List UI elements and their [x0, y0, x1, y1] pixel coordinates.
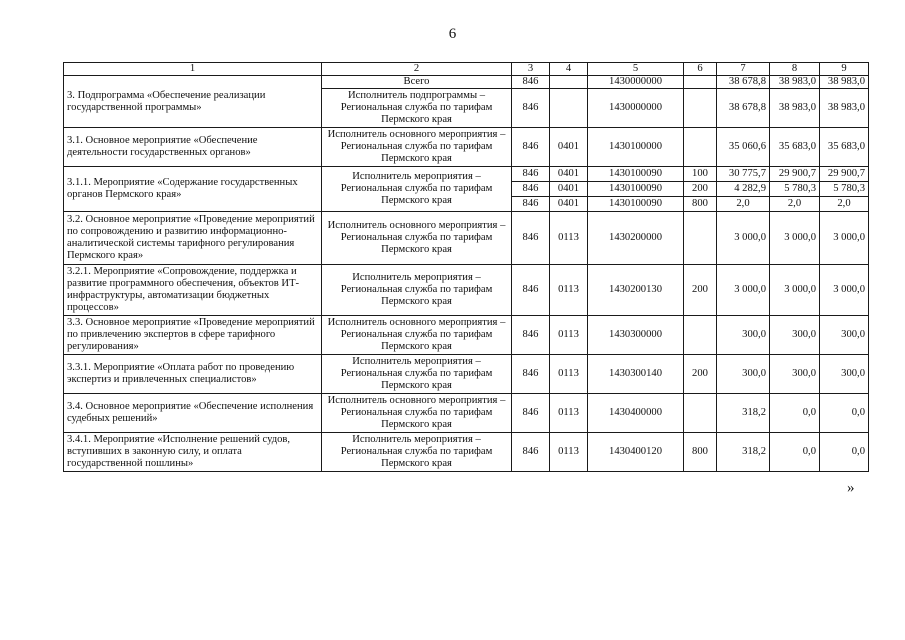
measure-3-1-name: 3.1. Основное мероприятие «Обеспечение деятельности государственных органов»	[64, 128, 322, 167]
measure-3-2-name: 3.2. Основное мероприятие «Проведение мероприятий по сопровождению и развитию информационно-аналитической системы тарифного регулирования Пермского края»	[64, 212, 322, 265]
subprogram-c8: 38 983,0	[770, 89, 820, 128]
measure-3-1-1-c4: 0401	[550, 197, 588, 212]
measure-3-2-1-c5: 1430200130	[588, 265, 684, 316]
measure-3-4-1-executor: Исполнитель мероприятия – Региональная служба по тарифам Пермского края	[322, 433, 512, 472]
measure-3-3-1-c4: 0113	[550, 355, 588, 394]
measure-3-2-1-name: 3.2.1. Мероприятие «Сопровождение, поддержка и развитие программного обеспечения, объектов ИТ-инфраструктуры, автоматизации бюджетных процессов»	[64, 265, 322, 316]
measure-3-3-row	[64, 316, 869, 355]
total-c7: 38 678,8	[717, 76, 770, 89]
measure-3-4-c9: 0,0	[820, 394, 869, 433]
measure-3-1-c9: 35 683,0	[820, 128, 869, 167]
header-cell: 1	[64, 63, 322, 76]
measure-3-1-1-c3: 846	[512, 197, 550, 212]
total-label: Всего	[322, 76, 512, 89]
measure-3-4-row	[64, 394, 869, 433]
measure-3-3-name: 3.3. Основное мероприятие «Проведение мероприятий по привлечению экспертов в сфере тарифного регулирования»	[64, 316, 322, 355]
measure-3-4-1-c6: 800	[684, 433, 717, 472]
measure-3-1-1-c5: 1430100090	[588, 182, 684, 197]
measure-3-2-1-row	[64, 265, 869, 316]
page-number: 6	[448, 26, 457, 42]
measure-3-1-executor: Исполнитель основного мероприятия – Региональная служба по тарифам Пермского края	[322, 128, 512, 167]
measure-3-3-c5: 1430300000	[588, 316, 684, 355]
total-c5: 1430000000	[588, 76, 684, 89]
measure-3-1-c7: 35 060,6	[717, 128, 770, 167]
measure-3-1-row	[64, 128, 869, 167]
subprogram-c4	[550, 89, 588, 128]
measure-3-1-1-c7: 4 282,9	[717, 182, 770, 197]
measure-3-4-c6	[684, 394, 717, 433]
measure-3-1-1-c3: 846	[512, 167, 550, 182]
measure-3-2-1-c8: 3 000,0	[770, 265, 820, 316]
measure-3-1-1-row	[64, 167, 869, 182]
measure-3-1-1-name: 3.1.1. Мероприятие «Содержание государственных органов Пермского края»	[64, 167, 322, 212]
measure-3-1-1-c9: 2,0	[820, 197, 869, 212]
measure-3-3-1-c5: 1430300140	[588, 355, 684, 394]
measure-3-1-1-executor: Исполнитель мероприятия – Региональная служба по тарифам Пермского края	[322, 167, 512, 212]
measure-3-3-c8: 300,0	[770, 316, 820, 355]
total-c4	[550, 76, 588, 89]
measure-3-3-1-c8: 300,0	[770, 355, 820, 394]
measure-3-1-c8: 35 683,0	[770, 128, 820, 167]
subprogram-c6	[684, 89, 717, 128]
header-cell: 3	[512, 63, 550, 76]
measure-3-1-1-c6: 800	[684, 197, 717, 212]
header-cell: 7	[717, 63, 770, 76]
subprogram-c9: 38 983,0	[820, 89, 869, 128]
measure-3-2-c3: 846	[512, 212, 550, 265]
measure-3-1-1-c6: 100	[684, 167, 717, 182]
total-row	[64, 76, 869, 89]
measure-3-2-1-c4: 0113	[550, 265, 588, 316]
measure-3-2-1-c6: 200	[684, 265, 717, 316]
measure-3-4-1-c8: 0,0	[770, 433, 820, 472]
measure-3-4-1-row	[64, 433, 869, 472]
measure-3-4-executor: Исполнитель основного мероприятия – Региональная служба по тарифам Пермского края	[322, 394, 512, 433]
measure-3-1-1-c7: 2,0	[717, 197, 770, 212]
measure-3-4-name: 3.4. Основное мероприятие «Обеспечение исполнения судебных решений»	[64, 394, 322, 433]
measure-3-2-1-executor: Исполнитель мероприятия – Региональная служба по тарифам Пермского края	[322, 265, 512, 316]
measure-3-2-1-c7: 3 000,0	[717, 265, 770, 316]
header-cell: 5	[588, 63, 684, 76]
measure-3-1-1-c7: 30 775,7	[717, 167, 770, 182]
measure-3-1-c5: 1430100000	[588, 128, 684, 167]
measure-3-3-1-c3: 846	[512, 355, 550, 394]
measure-3-3-c4: 0113	[550, 316, 588, 355]
measure-3-4-c8: 0,0	[770, 394, 820, 433]
measure-3-4-c4: 0113	[550, 394, 588, 433]
measure-3-1-c4: 0401	[550, 128, 588, 167]
measure-3-1-1-c3: 846	[512, 182, 550, 197]
measure-3-4-1-c4: 0113	[550, 433, 588, 472]
header-cell: 6	[684, 63, 717, 76]
measure-3-4-1-name: 3.4.1. Мероприятие «Исполнение решений судов, вступивших в законную силу, и оплата государственной пошлины»	[64, 433, 322, 472]
measure-3-1-1-c9: 5 780,3	[820, 182, 869, 197]
measure-3-3-c6	[684, 316, 717, 355]
measure-3-3-c7: 300,0	[717, 316, 770, 355]
closing-quote: »	[847, 480, 855, 496]
measure-3-3-c9: 300,0	[820, 316, 869, 355]
measure-3-1-c3: 846	[512, 128, 550, 167]
measure-3-4-c3: 846	[512, 394, 550, 433]
measure-3-1-1-c5: 1430100090	[588, 197, 684, 212]
measure-3-2-c7: 3 000,0	[717, 212, 770, 265]
header-cell: 9	[820, 63, 869, 76]
measure-3-2-row	[64, 212, 869, 265]
measure-3-4-c7: 318,2	[717, 394, 770, 433]
measure-3-2-1-c9: 3 000,0	[820, 265, 869, 316]
total-c6	[684, 76, 717, 89]
total-c8: 38 983,0	[770, 76, 820, 89]
total-c3: 846	[512, 76, 550, 89]
measure-3-2-c6	[684, 212, 717, 265]
measure-3-3-1-c9: 300,0	[820, 355, 869, 394]
measure-3-4-1-c7: 318,2	[717, 433, 770, 472]
measure-3-2-1-c3: 846	[512, 265, 550, 316]
measure-3-1-1-c8: 29 900,7	[770, 167, 820, 182]
measure-3-1-1-c8: 5 780,3	[770, 182, 820, 197]
measure-3-3-c3: 846	[512, 316, 550, 355]
budget-table	[63, 62, 869, 472]
measure-3-4-1-c5: 1430400120	[588, 433, 684, 472]
header-row	[64, 63, 869, 76]
measure-3-1-1-c6: 200	[684, 182, 717, 197]
header-cell: 4	[550, 63, 588, 76]
measure-3-1-1-c5: 1430100090	[588, 167, 684, 182]
measure-3-1-1-c9: 29 900,7	[820, 167, 869, 182]
header-cell: 2	[322, 63, 512, 76]
measure-3-2-c5: 1430200000	[588, 212, 684, 265]
measure-3-1-1-c4: 0401	[550, 182, 588, 197]
measure-3-2-c9: 3 000,0	[820, 212, 869, 265]
measure-3-3-executor: Исполнитель основного мероприятия – Региональная служба по тарифам Пермского края	[322, 316, 512, 355]
subprogram-c7: 38 678,8	[717, 89, 770, 128]
header-cell: 8	[770, 63, 820, 76]
measure-3-4-1-c3: 846	[512, 433, 550, 472]
measure-3-3-1-c7: 300,0	[717, 355, 770, 394]
measure-3-3-1-row	[64, 355, 869, 394]
subprogram-c5: 1430000000	[588, 89, 684, 128]
measure-3-2-executor: Исполнитель основного мероприятия – Региональная служба по тарифам Пермского края	[322, 212, 512, 265]
measure-3-1-1-c4: 0401	[550, 167, 588, 182]
total-c9: 38 983,0	[820, 76, 869, 89]
measure-3-3-1-name: 3.3.1. Мероприятие «Оплата работ по проведению экспертиз и привлеченных специалистов»	[64, 355, 322, 394]
measure-3-2-c8: 3 000,0	[770, 212, 820, 265]
subprogram-name: 3. Подпрограмма «Обеспечение реализации государственной программы»	[64, 76, 322, 128]
measure-3-3-1-c6: 200	[684, 355, 717, 394]
measure-3-1-c6	[684, 128, 717, 167]
subprogram-c3: 846	[512, 89, 550, 128]
measure-3-3-1-executor: Исполнитель мероприятия – Региональная служба по тарифам Пермского края	[322, 355, 512, 394]
measure-3-1-1-c8: 2,0	[770, 197, 820, 212]
measure-3-4-1-c9: 0,0	[820, 433, 869, 472]
measure-3-4-c5: 1430400000	[588, 394, 684, 433]
measure-3-2-c4: 0113	[550, 212, 588, 265]
subprogram-executor: Исполнитель подпрограммы – Региональная служба по тарифам Пермского края	[322, 89, 512, 128]
